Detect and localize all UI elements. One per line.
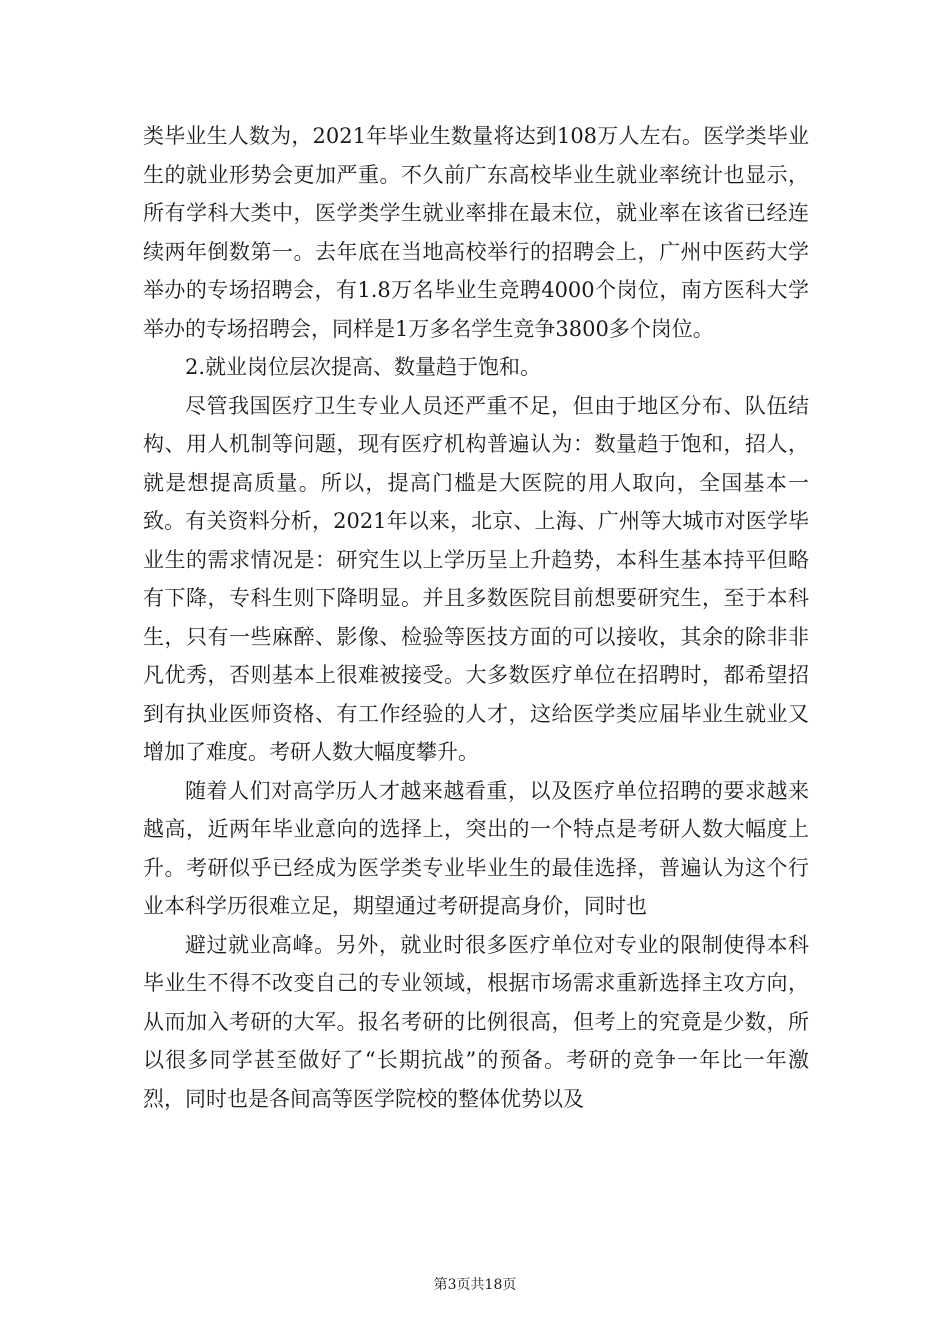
page-number-footer: 第3页共18页 [433,1277,517,1293]
paragraph-postgraduate-trend: 随着人们对高学历人才越来越看重，以及医疗单位招聘的要求越来越高，近两年毕业意向的选择上，突出的一个特点是考研人数大幅度上升。考研似乎已经成为医学类专业毕业生的最佳选择，普遍认为这个行业本科学历很难立足，期望通过考研提高身价，同时也 [143,778,809,918]
paragraph-exam-competition: 避过就业高峰。另外，就业时很多医疗单位对专业的限制使得本科毕业生不得不改变自己的专业领域，根据市场需求重新选择主攻方向，从而加入考研的大军。报名考研的比例很高，但考上的究竟是少数，所以很多同学甚至做好了“长期抗战”的预备。考研的竞争一年比一年激烈，同时也是各间高等医学院校的整体优势以及 [143,932,809,1111]
paragraph-continued-employment-stats: 类毕业生人数为，2021年毕业生数量将达到108万人左右。医学类毕业生的就业形势会更加严重。不久前广东高校毕业生就业率统计也显示，所有学科大类中，医学类学生就业率排在最末位，就业率在该省已经连续两年倒数第一。去年底在当地高校举行的招聘会上，广州中医药大学举办的专场招聘会，有1.8万名毕业生竞聘4000个岗位，南方医科大学举办的专场招聘会，同样是1万多名学生竞争3800多个岗位。 [143,124,809,341]
page-body [143,117,809,1118]
paragraph-hospital-demand: 尽管我国医疗卫生专业人员还严重不足，但由于地区分布、队伍结构、用人机制等问题，现有医疗机构普遍认为：数量趋于饱和，招人，就是想提高质量。所以，提高门槛是大医院的用人取向，全国基本一致。有关资料分析，2021年以来，北京、上海、广州等大城市对医学毕业生的需求情况是：研究生以上学历呈上升趋势，本科生基本持平但略有下降，专科生则下降明显。并且多数医院目前想要研究生，至于本科生，只有一些麻醉、影像、检验等医技方面的可以接收，其余的除非非凡优秀，否则基本上很难被接受。大多数医疗单位在招聘时，都希望招到有执业医师资格、有工作经验的人才，这给医学类应届毕业生就业又增加了难度。考研人数大幅度攀升。 [143,393,809,764]
section-heading-job-level: 2.就业岗位层次提高、数量趋于饱和。 [185,355,542,379]
